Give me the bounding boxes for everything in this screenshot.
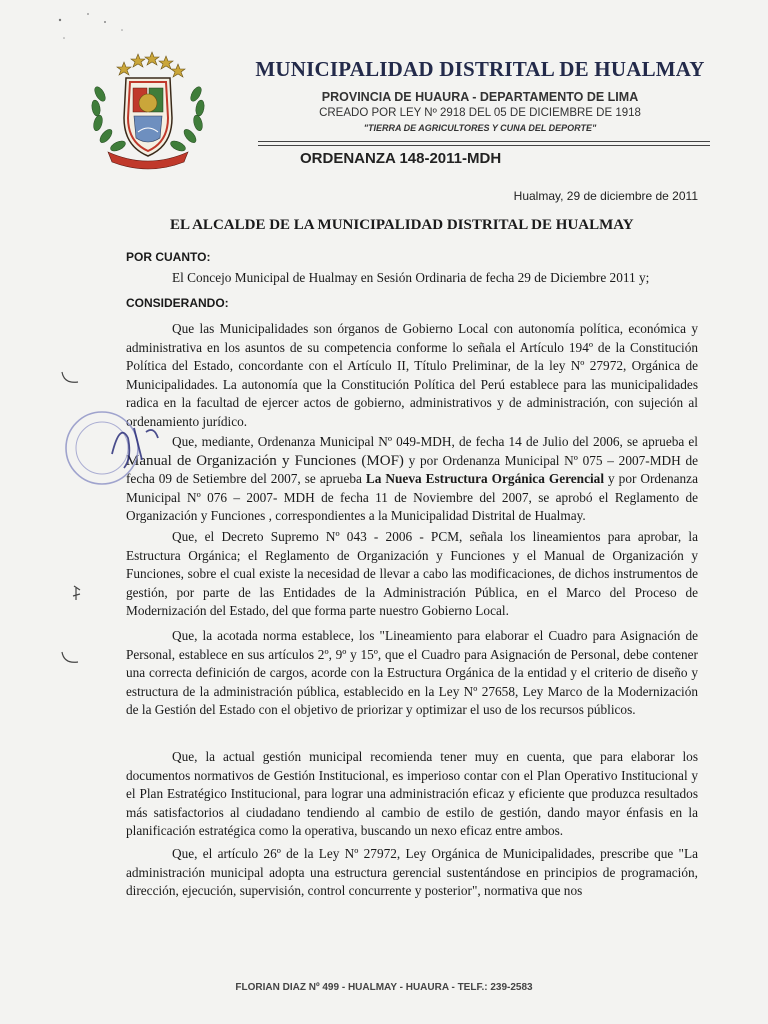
- province-line: PROVINCIA DE HUAURA - DEPARTAMENTO DE LIMA: [321, 90, 639, 104]
- paragraph-ordinances-part-a: Que, mediante, Ordenanza Municipal Nº 049-MDH, de fecha 14 de Julio del 2006, se aprueba el: [172, 434, 698, 449]
- paragraph-ordinances-part-c: y por Ordenanza Municipal Nº 076 – 2007- MDH de fecha 11 de Noviembre del 2007, se aprobó el Reglamento de Organización y Funciones , correspondientes a la Municipalidad Distrital de Hualmay.: [126, 471, 698, 524]
- paragraph-supreme-decree: Que, el Decreto Supremo Nº 043 - 2006 - PCM, señala los lineamientos para aprobar, la Estructura Orgánica; el Reglamento de Organización y Funciones y el Manual de Organización y Funciones, sobre el cual existe la necesidad de llevar a cabo las modificaciones, de dichos instrumentos de gestión, por parte de las Entidades de la Administración Pública, en el Marco del Proceso de Modernización del Estado, del que forma parte nuestro Gobierno Local.: [126, 529, 698, 619]
- scan-specks: [50, 8, 170, 48]
- document-title: EL ALCALDE DE LA MUNICIPALIDAD DISTRITAL DE HUALMAY: [170, 217, 634, 233]
- official-stamp: [62, 398, 170, 498]
- margin-pen-mark: [58, 368, 82, 388]
- paragraph-personnel-guidelines: Que, la acotada norma establece, los "Lineamiento para elaborar el Cuadro para Asignación de Personal, establece en sus artículos 2º, 9º y 15º, que el Cuadro para Asignación de Personal, debe contener una correcta definición de cargos, acorde con la Estructura Orgánica de la entidad y el criterio de diseño y estructura de la administración pública, establecido en la Ley Nº 27658, Ley Marco de la Modernización de la Gestión del Estado con el objetivo de priorizar y optimizar el uso de los recursos públicos.: [126, 628, 698, 718]
- document-date: Hualmay, 29 de diciembre de 2011: [513, 189, 698, 203]
- new-structure-reference: La Nueva Estructura Orgánica Gerencial: [365, 471, 605, 487]
- margin-pen-mark: [70, 582, 84, 604]
- por-cuanto-heading: POR CUANTO:: [126, 250, 211, 264]
- paragraph-ordinances-part-b: y por Ordenanza Municipal Nº 075 – 2007-MDH de fecha 09 de Setiembre del 2007, se aprueba: [126, 452, 699, 487]
- footer-address: FLORIAN DIAZ Nº 499 - HUALMAY - HUAURA - TELF.: 239-2583: [235, 982, 533, 993]
- ordinance-number: ORDENANZA 148-2011-MDH: [300, 150, 502, 167]
- paragraph-management-plans: Que, la actual gestión municipal recomienda tener muy en cuenta, que para elaborar los documentos normativos de Gestión Institucional, es imperioso contar con el Plan Operativo Institucional y el Plan Estratégico Institucional, para lograr una administración eficaz y eficiente que produzca resultados más satisfactorios al ciudadano tendiendo al cambio de estilo de gestión, dando mayor énfasis en la planificación estratégica como la operativa, buscando un nexo eficaz entre ambos.: [126, 749, 698, 839]
- paragraph-autonomy: Que las Municipalidades son órganos de Gobierno Local con autonomía política, económica y administrativa en los asuntos de su competencia conforme lo señala el Artículo 194º de la Constitución Política del Estado, concordante con el Artículo II, Título Preliminar, de la ley Nº 27972, Orgánica de Municipalidades. La autonomía que la Constitución Política del Perú establece para las municipalidades radica en la facultad de ejercer actos de gobierno, administrativos y de administración, con sujeción al ordenamiento jurídico.: [126, 321, 698, 429]
- margin-pen-mark: [58, 648, 82, 668]
- municipal-crest-emblem: [86, 48, 210, 172]
- paragraph-ordinances: [126, 433, 698, 526]
- creation-law-line: CREADO POR LEY Nº 2918 DEL 05 DE DICIEMBRE DE 1918: [319, 107, 641, 119]
- motto-line: "TIERRA DE AGRICULTORES Y CUNA DEL DEPORTE": [363, 123, 597, 133]
- header-divider-bottom: [258, 145, 710, 146]
- institution-name: MUNICIPALIDAD DISTRITAL DE HUALMAY: [255, 57, 705, 81]
- considerando-heading: CONSIDERANDO:: [126, 296, 229, 310]
- por-cuanto-text: El Concejo Municipal de Hualmay en Sesión Ordinaria de fecha 29 de Diciembre 2011 y;: [172, 270, 650, 285]
- header-divider-top: [258, 141, 710, 142]
- mof-reference: Manual de Organización y Funciones (MOF): [126, 452, 404, 469]
- paragraph-organic-law: Que, el artículo 26º de la Ley Nº 27972, Ley Orgánica de Municipalidades, prescribe que "La administración municipal adopta una estructura gerencial sustentándose en principios de programación, dirección, ejecución, supervisión, control concurrente y posterior", normativa que nos: [126, 846, 698, 899]
